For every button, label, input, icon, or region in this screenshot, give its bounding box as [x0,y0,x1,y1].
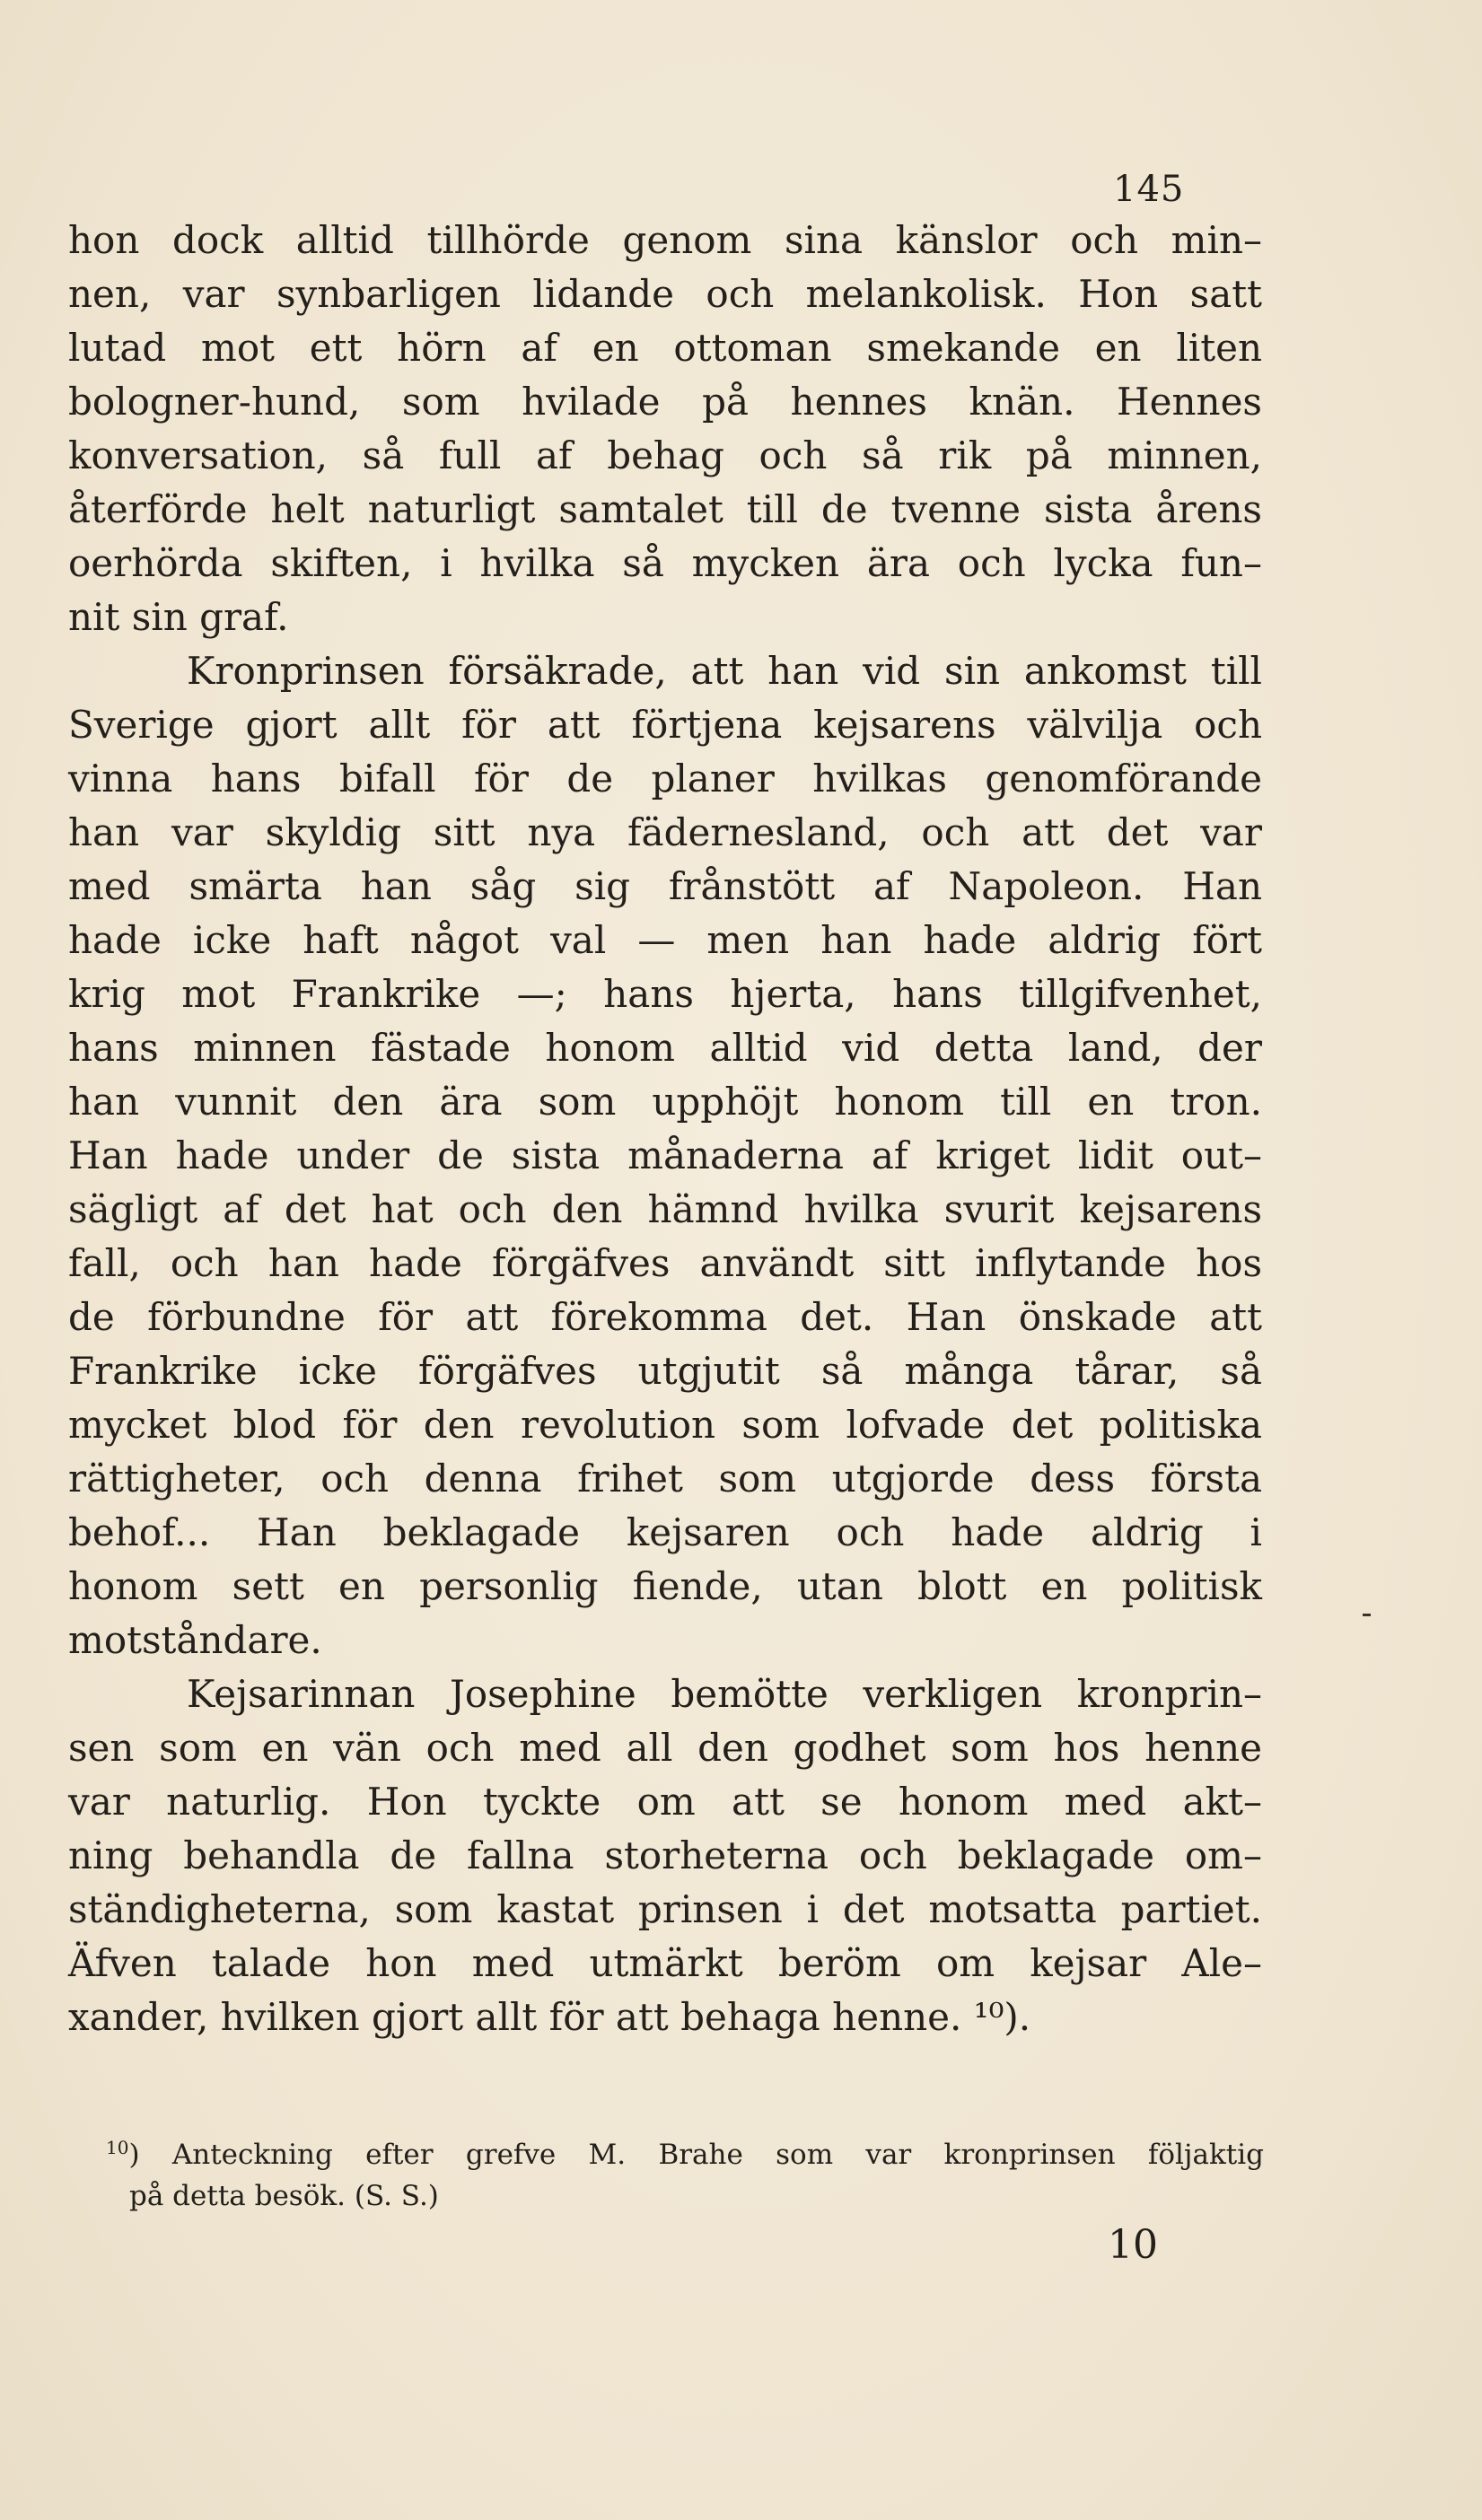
margin-mark [1363,1614,1371,1616]
text-line: var naturlig. Hon tyckte om att se honom med akt– [68,1780,1262,1824]
footnote-line: på detta besök. (S. S.) [129,2180,439,2212]
text-line: konversation, så full af behag och så rik på minnen, [68,433,1262,477]
text-line: Frankrike icke förgäfves utgjutit så många tårar, så [68,1349,1262,1393]
text-line: Äfven talade hon med utmärkt beröm om kejsar Ale– [68,1941,1262,1985]
text-line: han var skyldig sitt nya fädernesland, och att det var [68,810,1262,854]
text-line: xander, hvilken gjort allt för att behaga henne. ¹⁰). [68,1995,1031,2039]
text-line: nit sin graf. [68,595,289,639]
text-line: Sverige gjort allt för att förtjena kejsarens välvilja och [68,703,1262,747]
footnote-text: ) Anteckning efter grefve M. Brahe som var kronprinsen följaktig [128,2139,1264,2171]
text-line: bologner-hund, som hvilade på hennes knän. Hennes [68,380,1262,424]
text-line: rättigheter, och denna frihet som utgjorde dess första [68,1457,1262,1501]
text-line: de förbundne för att förekomma det. Han önskade att [68,1295,1262,1339]
text-line: återförde helt naturligt samtalet till de tvenne sista årens [68,487,1262,531]
text-line: lutad mot ett hörn af en ottoman smekande en liten [68,326,1262,370]
text-line: ständigheterna, som kastat prinsen i det motsatta partiet. [68,1887,1262,1931]
text-line: Han hade under de sista månaderna af kriget lidit out– [68,1133,1262,1177]
text-line: motståndare. [68,1618,322,1662]
signature-mark: 10 [1108,2222,1158,2268]
footnote [106,2134,1264,2217]
page-number: 145 [1113,169,1185,210]
text-line: sägligt af det hat och den hämnd hvilka svurit kejsarens [68,1187,1262,1231]
paragraph-start: Kronprinsen försäkrade, att han vid sin ankomst till [187,649,1262,693]
text-line: vinna hans bifall för de planer hvilkas genomförande [68,757,1262,801]
text-line: han vunnit den ära som upphöjt honom till en tron. [68,1080,1262,1124]
paragraph-start: Kejsarinnan Josephine bemötte verkligen kronprin– [187,1672,1262,1716]
footnote-line [106,2134,1264,2175]
body-text [68,214,1262,2044]
text-line: ning behandla de fallna storheterna och beklagade om– [68,1833,1262,1877]
text-line: sen som en vän och med all den godhet som hos henne [68,1726,1262,1770]
text-line: behof... Han beklagade kejsaren och hade aldrig i [68,1510,1262,1554]
text-line: oerhörda skiften, i hvilka så mycken ära och lycka fun– [68,541,1262,585]
text-line: hon dock alltid tillhörde genom sina känslor och min– [68,218,1262,262]
text-line: fall, och han hade förgäfves användt sitt inflytande hos [68,1241,1262,1285]
text-line: nen, var synbarligen lidande och melankolisk. Hon satt [68,272,1262,316]
text-line: hade icke haft något val — men han hade aldrig fört [68,918,1262,962]
text-line: honom sett en personlig fiende, utan blott en politisk [68,1564,1262,1608]
text-line: hans minnen fästade honom alltid vid detta land, der [68,1026,1262,1070]
text-line: mycket blod för den revolution som lofvade det politiska [68,1403,1262,1447]
text-line: krig mot Frankrike —; hans hjerta, hans tillgifvenhet, [68,972,1262,1016]
text-line: med smärta han såg sig frånstött af Napoleon. Han [68,864,1262,908]
footnote-marker: 10 [106,2137,129,2158]
